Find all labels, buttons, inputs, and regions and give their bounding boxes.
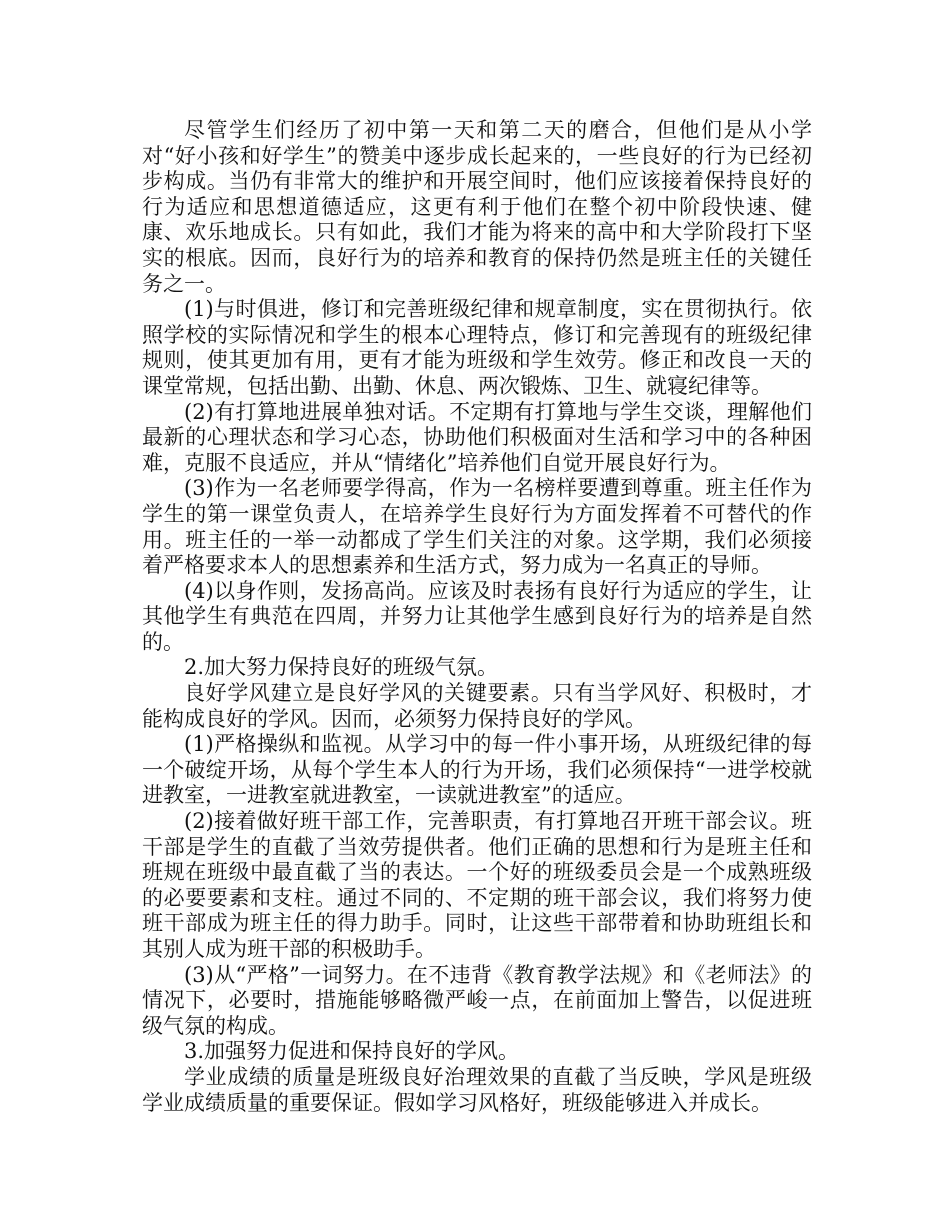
section-heading-2: 2.加大努力保持良好的班级气氛。	[184, 655, 499, 680]
paragraph-section-2-item-1: (1)严格操纵和监视。从学习中的每一件小事开场，从班级纪律的每一个破绽开场，从每个学生本人的行为开场，我们必须保持“一进学校就进教室，一进教室就进教室，一读就进教室”的适应。	[142, 732, 812, 808]
paragraph-section-3-intro: 学业成绩的质量是班级良好治理效果的直截了当反映，学风是班级学业成绩质量的重要保证。假如学习风格好，班级能够进入并成长。	[142, 1064, 812, 1115]
paragraph-section-2-item-2: (2)接着做好班干部工作，完善职责，有打算地召开班干部会议。班干部是学生的直截了当效劳提供者。他们正确的思想和行为是班主任和班规在班级中最直截了当的表达。一个好的班级委员会是一个成熟班级的必要要素和支柱。通过不同的、不定期的班干部会议，我们将努力使班干部成为班主任的得力助手。同时，让这些干部带着和协助班组长和其别人成为班干部的积极助手。	[142, 809, 812, 961]
paragraph-section-2-intro: 良好学风建立是良好学风的关键要素。只有当学风好、积极时，才能构成良好的学风。因而，必须努力保持良好的学风。	[142, 681, 812, 731]
paragraph-item-1: (1)与时俱进，修订和完善班级纪律和规章制度，实在贯彻执行。依照学校的实际情况和学生的根本心理特点，修订和完善现有的班级纪律规则，使其更加有用，更有才能为班级和学生效劳。修正和改良一天的课堂常规，包括出勤、出勤、休息、两次锻炼、卫生、就寝纪律等。	[142, 297, 812, 398]
paragraph-item-4: (4)以身作则，发扬高尚。应该及时表扬有良好行为适应的学生，让其他学生有典范在四周，并努力让其他学生感到良好行为的培养是自然的。	[142, 578, 812, 654]
paragraph-intro: 尽管学生们经历了初中第一天和第二天的磨合，但他们是从小学对“好小孩和好学生”的赞美中逐步成长起来的，一些良好的行为已经初步构成。当仍有非常大的维护和开展空间时，他们应该接着保持良好的行为适应和思想道德适应，这更有利于他们在整个初中阶段快速、健康、欢乐地成长。只有如此，我们才能为将来的高中和大学阶段打下坚实的根底。因而，良好行为的培养和教育的保持仍然是班主任的关键任务之一。	[142, 118, 812, 296]
document-body	[142, 118, 812, 1116]
paragraph-item-3: (3)作为一名老师要学得高，作为一名榜样要遭到尊重。班主任作为学生的第一课堂负责人，在培养学生良好行为方面发挥着不可替代的作用。班主任的一举一动都成了学生们关注的对象。这学期，我们必须接着严格要求本人的思想素养和生活方式，努力成为一名真正的导师。	[142, 476, 812, 578]
section-heading-3: 3.加强努力促进和保持良好的学风。	[184, 1039, 520, 1064]
paragraph-item-2: (2)有打算地进展单独对话。不定期有打算地与学生交谈，理解他们最新的心理状态和学习心态，协助他们积极面对生活和学习中的各种困难，克服不良适应，并从“情绪化”培养他们自觉开展良好行为。	[142, 399, 812, 475]
paragraph-section-2-item-3: (3)从“严格”一词努力。在不违背《教育教学法规》和《老师法》的情况下，必要时，措施能够略微严峻一点，在前面加上警告，以促进班级气氛的构成。	[142, 962, 812, 1038]
